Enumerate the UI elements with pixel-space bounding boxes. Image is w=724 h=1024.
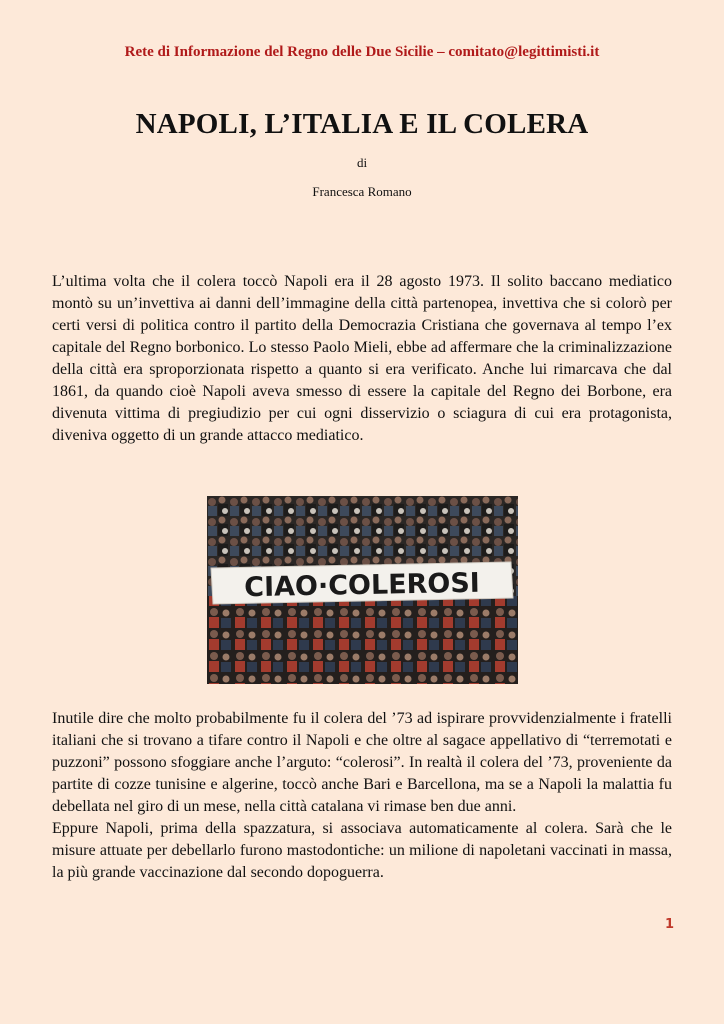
photo-graphic <box>207 496 518 684</box>
byline-di: di <box>356 155 368 170</box>
paragraph-text: Inutile dire che molto probabilmente fu il colera del ’73 ad ispirare provvidenzialmente i fratelli italiani che si trovano a tifare contro il Napoli e che oltre al sagace appellativo di “terremotati e puzzoni” possono sfoggiare anche l’arguto: “colerosi”. In realtà il colera del ’73, proveniente da partite di cozze tunisine e algerine, toccò anche Bari e Barcellona, ma se a Napoli la malattia fu debellata nel giro di un mese, nella città catalana vi rimase ben due anni. <box>52 710 672 815</box>
author-name: Francesca Romano <box>312 184 412 199</box>
paragraph-text: L’ultima volta che il colera toccò Napoli era il 28 agosto 1973. Il solito baccano mediatico montò su un’invettiva ai danni dell’immagine della città partenopea, invettiva che si colorò per certi versi di politica contro il partito della Democrazia Cristiana che governava al tempo l’ex capitale del Regno borbonico. Lo stesso Paolo Mieli, ebbe ad affermare che la criminalizzazione della città era sproporzionata rispetto a quanto si era verificato. Anche lui rimarcava che dal 1861, da quando cioè Napoli aveva smesso di essere la capitale del Regno dei Borbone, era divenuta vittima di pregiudizio per cui ogni disservizio o sciagura di cui era protagonista, diveniva oggetto di un grande attacco mediatico. <box>52 273 672 444</box>
body-paragraph-2 <box>52 708 672 884</box>
body-paragraph-1 <box>52 271 672 447</box>
banner-text: CIAO·COLEROSI <box>243 567 481 604</box>
paragraph-text: Eppure Napoli, prima della spazzatura, si associava automaticamente al colera. Sarà che le misure attuate per debellarlo furono mastodontiche: un milione di napoletani vaccinati in massa, la più grande vaccinazione dal secondo dopoguerra. <box>52 820 672 881</box>
page-number: 1 <box>664 917 674 932</box>
document-header: Rete di Informazione del Regno delle Due Sicilie – comitato@legittimisti.it <box>124 44 600 60</box>
stadium-banner-photo <box>207 496 518 684</box>
article-title: NAPOLI, L’ITALIA E IL COLERA <box>135 108 589 140</box>
